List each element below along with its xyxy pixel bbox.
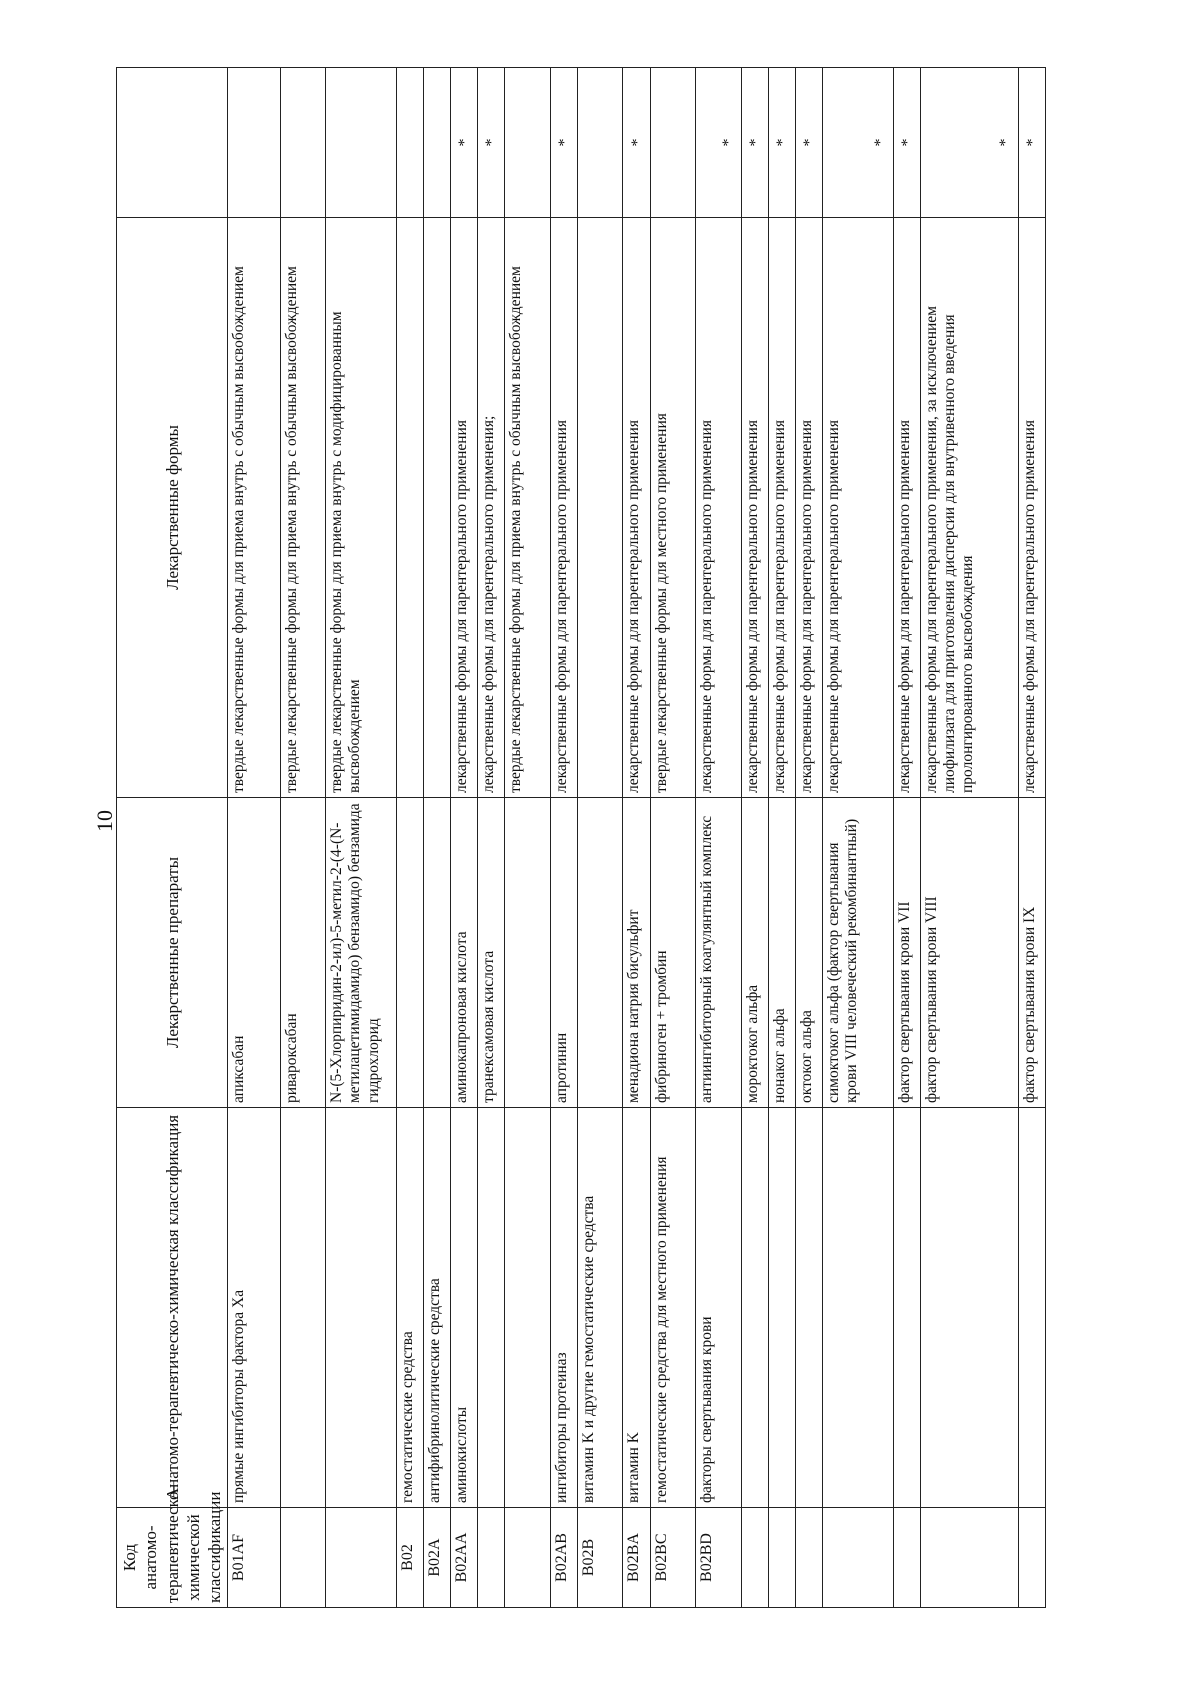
cell-dosage-form xyxy=(396,218,423,798)
cell-atc-classification: антифибринолитические средства xyxy=(423,1108,450,1508)
cell-atc-classification xyxy=(795,1108,822,1508)
cell-mark: * xyxy=(623,68,650,218)
cell-atc-code xyxy=(505,1508,551,1608)
table-row xyxy=(423,68,450,1608)
cell-mark xyxy=(326,68,397,218)
cell-drug-name xyxy=(396,798,423,1108)
cell-atc-code xyxy=(326,1508,397,1608)
table-row xyxy=(650,68,696,1608)
cell-drug-name: апротинин xyxy=(550,798,577,1108)
cell-dosage-form: лекарственные формы для парентерального применения; xyxy=(478,218,505,798)
drug-classification-table xyxy=(116,67,1046,1608)
cell-atc-classification xyxy=(326,1108,397,1508)
cell-atc-code: B02B xyxy=(577,1508,623,1608)
cell-mark: * xyxy=(920,68,1018,218)
cell-drug-name xyxy=(505,798,551,1108)
cell-atc-code xyxy=(768,1508,795,1608)
cell-mark: * xyxy=(893,68,920,218)
page-number: 10 xyxy=(92,810,117,832)
cell-mark: * xyxy=(823,68,894,218)
table-row xyxy=(326,68,397,1608)
cell-atc-classification xyxy=(478,1108,505,1508)
table-row xyxy=(577,68,623,1608)
cell-atc-code xyxy=(795,1508,822,1608)
table-row xyxy=(550,68,577,1608)
cell-atc-classification xyxy=(893,1108,920,1508)
cell-dosage-form: лекарственные формы для парентерального применения xyxy=(450,218,477,798)
table-row xyxy=(823,68,894,1608)
header-atc-code: Код анатомо-терапевтическо-химической классификации xyxy=(117,1508,228,1608)
cell-atc-code xyxy=(920,1508,1018,1608)
cell-dosage-form: лекарственные формы для парентерального применения xyxy=(823,218,894,798)
table-row xyxy=(478,68,505,1608)
cell-atc-code: B02 xyxy=(396,1508,423,1608)
cell-mark: * xyxy=(450,68,477,218)
cell-mark: * xyxy=(741,68,768,218)
cell-drug-name: фактор свертывания крови VII xyxy=(893,798,920,1108)
header-atc-classification: Анатомо-терапевтическо-химическая классификация xyxy=(117,1108,228,1508)
cell-dosage-form xyxy=(423,218,450,798)
table-row xyxy=(505,68,551,1608)
cell-atc-classification: аминокислоты xyxy=(450,1108,477,1508)
table-row xyxy=(450,68,477,1608)
cell-drug-name: октоког альфа xyxy=(795,798,822,1108)
cell-dosage-form: лекарственные формы для парентерального применения xyxy=(623,218,650,798)
cell-mark: * xyxy=(768,68,795,218)
cell-mark xyxy=(396,68,423,218)
cell-atc-classification xyxy=(741,1108,768,1508)
cell-mark xyxy=(577,68,623,218)
table-row xyxy=(623,68,650,1608)
cell-mark xyxy=(423,68,450,218)
cell-drug-name: фактор свертывания крови IX xyxy=(1018,798,1045,1108)
table-header-row xyxy=(117,68,228,1608)
cell-dosage-form: лекарственные формы для парентерального применения xyxy=(893,218,920,798)
cell-atc-code: B02BA xyxy=(623,1508,650,1608)
cell-drug-name: мороктоког альфа xyxy=(741,798,768,1108)
cell-atc-classification: витамин K xyxy=(623,1108,650,1508)
cell-atc-classification: витамин K и другие гемостатические средства xyxy=(577,1108,623,1508)
cell-mark: * xyxy=(478,68,505,218)
cell-atc-classification: гемостатические средства xyxy=(396,1108,423,1508)
cell-atc-code xyxy=(823,1508,894,1608)
table-row xyxy=(741,68,768,1608)
table-row xyxy=(228,68,280,1608)
cell-dosage-form: лекарственные формы для парентерального применения xyxy=(550,218,577,798)
table-row xyxy=(280,68,326,1608)
cell-atc-code xyxy=(1018,1508,1045,1608)
cell-drug-name: антиингибиторный коагулянтный комплекс xyxy=(696,798,742,1108)
cell-atc-classification xyxy=(1018,1108,1045,1508)
cell-atc-code: B02BD xyxy=(696,1508,742,1608)
table-row xyxy=(920,68,1018,1608)
cell-mark: * xyxy=(696,68,742,218)
cell-drug-name xyxy=(423,798,450,1108)
cell-atc-classification xyxy=(505,1108,551,1508)
cell-atc-classification: факторы свертывания крови xyxy=(696,1108,742,1508)
cell-dosage-form: твердые лекарственные формы для приема внутрь с модифицированным высвобождением xyxy=(326,218,397,798)
table-row xyxy=(1018,68,1045,1608)
cell-mark xyxy=(505,68,551,218)
cell-atc-classification xyxy=(823,1108,894,1508)
rotated-document-sheet xyxy=(116,68,1046,1608)
cell-drug-name: аминокапроновая кислота xyxy=(450,798,477,1108)
cell-mark: * xyxy=(795,68,822,218)
cell-dosage-form: лекарственные формы для парентерального применения xyxy=(795,218,822,798)
cell-atc-code xyxy=(280,1508,326,1608)
cell-mark: * xyxy=(550,68,577,218)
cell-atc-code xyxy=(741,1508,768,1608)
cell-dosage-form: твердые лекарственные формы для местного применения xyxy=(650,218,696,798)
cell-mark xyxy=(228,68,280,218)
cell-dosage-form: твердые лекарственные формы для приема внутрь с обычным высвобождением xyxy=(280,218,326,798)
cell-dosage-form: лекарственные формы для парентерального применения xyxy=(1018,218,1045,798)
cell-dosage-form xyxy=(577,218,623,798)
cell-dosage-form: твердые лекарственные формы для приема внутрь с обычным высвобождением xyxy=(505,218,551,798)
cell-atc-code: B02A xyxy=(423,1508,450,1608)
cell-dosage-form: лекарственные формы для парентерального применения xyxy=(696,218,742,798)
cell-drug-name: фибриноген + тромбин xyxy=(650,798,696,1108)
cell-drug-name: транексамовая кислота xyxy=(478,798,505,1108)
cell-atc-code xyxy=(893,1508,920,1608)
cell-atc-classification xyxy=(768,1108,795,1508)
cell-atc-classification: ингибиторы протеиназ xyxy=(550,1108,577,1508)
header-mark xyxy=(117,68,228,218)
cell-drug-name: симоктоког альфа (фактор свертывания крови VIII человеческий рекомбинантный) xyxy=(823,798,894,1108)
cell-drug-name: ривароксабан xyxy=(280,798,326,1108)
cell-mark xyxy=(280,68,326,218)
cell-drug-name: фактор свертывания крови VIII xyxy=(920,798,1018,1108)
cell-dosage-form: твердые лекарственные формы для приема внутрь с обычным высвобождением xyxy=(228,218,280,798)
header-dosage-forms: Лекарственные формы xyxy=(117,218,228,798)
table-row xyxy=(893,68,920,1608)
cell-drug-name: менадиона натрия бисульфит xyxy=(623,798,650,1108)
cell-atc-classification: прямые ингибиторы фактора Xa xyxy=(228,1108,280,1508)
cell-atc-classification xyxy=(920,1108,1018,1508)
table-row xyxy=(795,68,822,1608)
cell-dosage-form: лекарственные формы для парентерального применения xyxy=(741,218,768,798)
cell-atc-code: B02BC xyxy=(650,1508,696,1608)
cell-mark xyxy=(650,68,696,218)
table-row xyxy=(696,68,742,1608)
cell-atc-code: B02AB xyxy=(550,1508,577,1608)
cell-dosage-form: лекарственные формы для парентерального применения xyxy=(768,218,795,798)
cell-mark: * xyxy=(1018,68,1045,218)
cell-drug-name: нонаког альфа xyxy=(768,798,795,1108)
cell-atc-code: B01AF xyxy=(228,1508,280,1608)
cell-atc-classification xyxy=(280,1108,326,1508)
table-row xyxy=(396,68,423,1608)
table-row xyxy=(768,68,795,1608)
cell-drug-name xyxy=(577,798,623,1108)
cell-dosage-form: лекарственные формы для парентерального применения, за исключением лиофилизата для приготовления дисперсии для внутривенного введения пролонгированного высвобождения xyxy=(920,218,1018,798)
cell-atc-classification: гемостатические средства для местного применения xyxy=(650,1108,696,1508)
header-drugs: Лекарственные препараты xyxy=(117,798,228,1108)
cell-atc-code: B02AA xyxy=(450,1508,477,1608)
cell-drug-name: апиксабан xyxy=(228,798,280,1108)
cell-drug-name: N-(5-Хлорпиридин-2-ил)-5-метил-2-(4-(N-метилацетимидамидо) бензамидо) бензамида гидрохлорид xyxy=(326,798,397,1108)
cell-atc-code xyxy=(478,1508,505,1608)
